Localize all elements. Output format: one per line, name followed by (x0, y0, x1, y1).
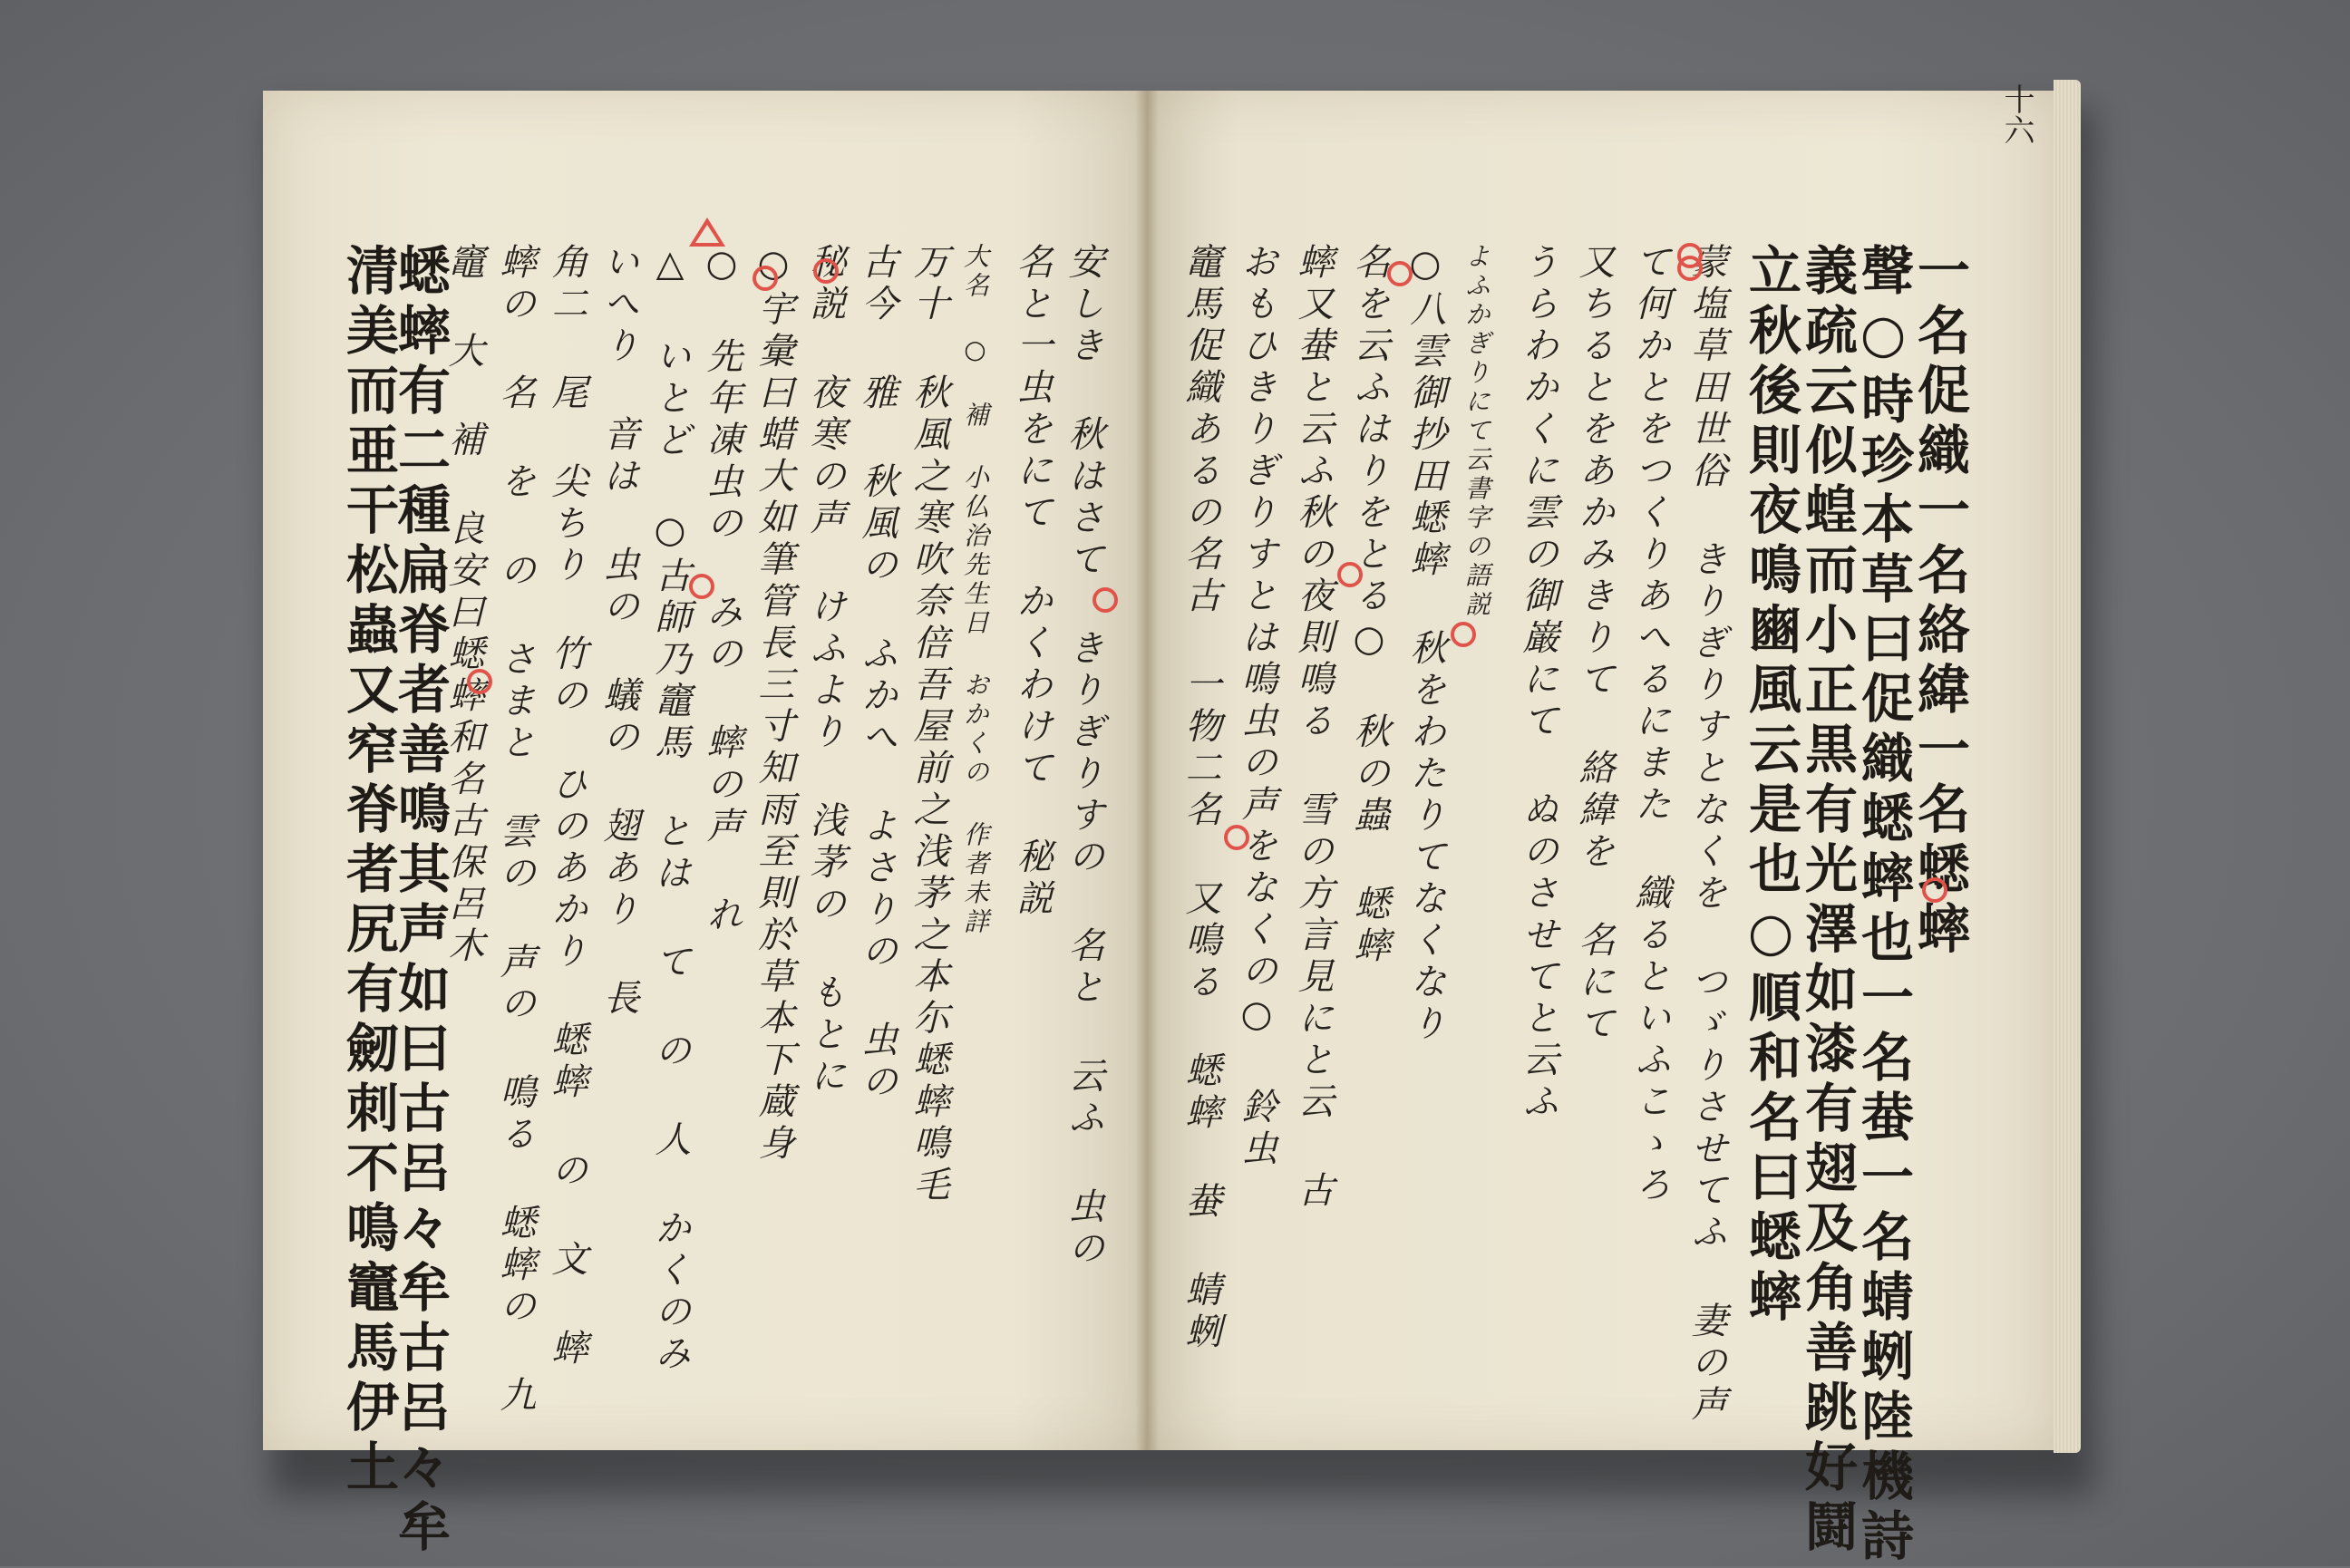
text-column: 蟀又蛬と云ふ秋の夜則鳴る 雪の方言見にと云 古 (1292, 243, 1334, 1213)
text-column: 義疏云似蝗而小正黒有光澤如漆有翅及角善跳好鬪 (1796, 243, 1858, 1559)
text-column: いへり 音は 虫の 蟻の 翅あり 長 (597, 243, 639, 1021)
text-column: 一名促織一名絡緯一名蟋蟀 (1908, 243, 1970, 961)
text-column: 竈馬促織あるの名古 一物二名 又鳴る 蟋蟀 蛬 蜻蛚 (1180, 243, 1221, 1354)
text-column: 聲○時珍本草曰促織蟋蟀也一名蛬一名蜻蛚陸機詩 (1852, 243, 1914, 1568)
page-number: 十六 (1998, 83, 2034, 145)
red-circle-marker (1224, 825, 1249, 850)
text-column: 竈 大 補 良安曰蟋蟀和名古保呂木 (442, 243, 484, 968)
text-column: 蟀の 名 を の さまと 雲の 声の 鳴る 蟋蟀の 九 (494, 243, 536, 1418)
text-column: 蒙塩草田世俗 きりぎりすとなくを つゞりさせてふ 妻の声 (1685, 243, 1727, 1427)
text-column: 角二 尾 尖ちり 竹の ひのあかり 蟋蟀 の 文 蟀 (546, 243, 588, 1370)
text-column: 蟋蟀有二種扁脊者善鳴其声如曰古呂々牟古呂々牟 (389, 243, 451, 1559)
text-column: 万十 秋風之寒吹奈倍吾屋前之浅茅之本尓蟋蟀鳴毛 (908, 243, 949, 1207)
red-circle-marker (1451, 622, 1476, 647)
book-gutter (1135, 91, 1159, 1450)
red-circle-marker (1387, 261, 1413, 286)
red-circle-marker (689, 574, 714, 599)
text-column: 安しき 秋はさて きりぎりすの 名と 云ふ 虫の (1063, 243, 1104, 1271)
text-column: 立秋後則夜鳴豳風云是也○順和名曰蟋蟀 (1740, 243, 1801, 1329)
red-circle-marker (1092, 587, 1118, 613)
red-circle-marker (753, 266, 778, 291)
text-column: ○八雲御抄田蟋蟀 秋をわたりてなくなり (1404, 243, 1446, 1046)
text-column: うらわかくに雲の御巌にて ぬのさせてと云ふ (1517, 243, 1559, 1124)
red-circle-marker (1677, 256, 1703, 281)
text-column: 清美而亜干松蟲又窄脊者尻有劒刺不鳴竈馬伊土 (337, 243, 399, 1499)
text-column: よふかぎりにて云書字の語説 (1461, 243, 1491, 620)
red-circle-marker (467, 669, 492, 694)
red-circle-marker (813, 258, 839, 284)
text-column: 名を云ふはりをとる○ 秋の蟲 蟋蟀 (1348, 243, 1390, 968)
red-circle-marker (1922, 877, 1947, 903)
text-column: おもひきりぎりすとは鳴虫の声をなくの○ 鈴虫 (1236, 243, 1277, 1171)
text-column: △ いとど ○古師乃竈馬 とは て の 人 かくのみ (649, 243, 691, 1376)
text-column: 秘説 夜寒の声 けふより 浅茅の もとに (804, 243, 846, 1099)
text-column: ○宇彙曰蜡大如筆管長三寸知雨至則於草本下蔵身 (753, 243, 794, 1166)
text-column: て何かとをつくりあへるにまた 織るといふこゝろ (1629, 243, 1671, 1207)
text-column: 又ちるとをあかみきりて 絡緯を 名にて (1573, 243, 1615, 1046)
text-column: 大名 ○ 補 小仏治先生日 おかくの 作者未詳 (960, 243, 990, 937)
text-column: 古今 雅 秋風の ふかへ よさりの 虫の (856, 243, 898, 1104)
red-triangle-marker (689, 218, 725, 247)
text-column: ○ 先年凍虫の みの 蟀の声 れ (701, 243, 743, 937)
text-column: 名と一虫をにて かくわけて 秘説 (1011, 243, 1053, 921)
red-circle-marker (1337, 562, 1363, 587)
page-edges (2054, 80, 2081, 1453)
